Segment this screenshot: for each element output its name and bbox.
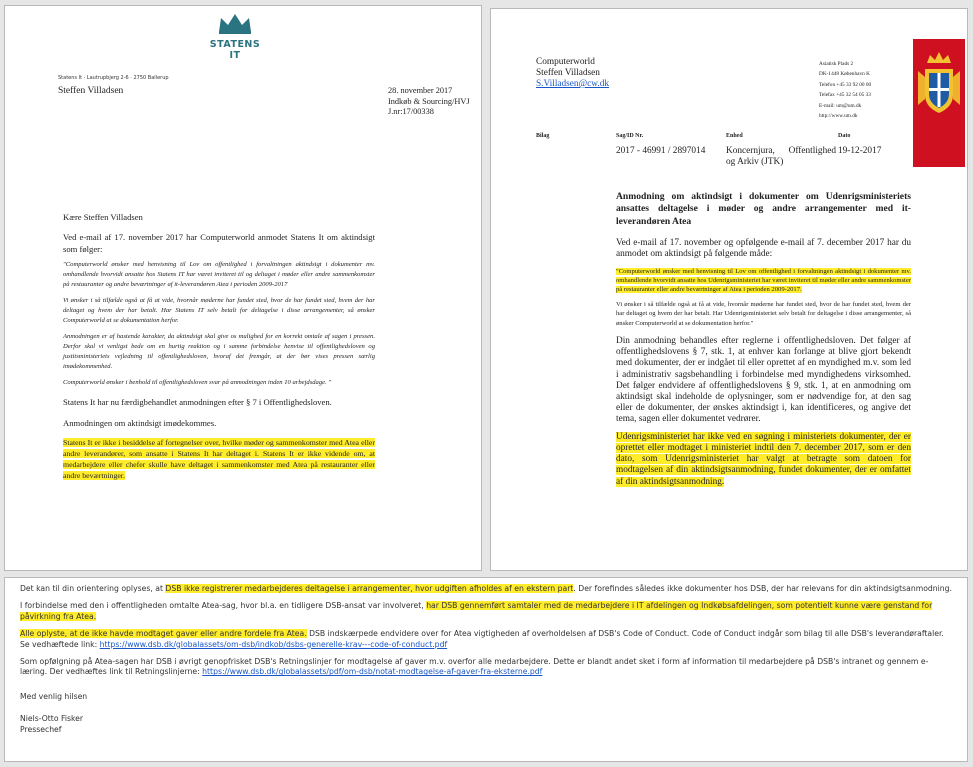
statens-it-logo [205,12,265,61]
intro-paragraph: Ved e-mail af 17. november 2017 har Computerworld anmodet Statens It om aktindsigt som følger: [63,232,375,254]
letter2-body [616,191,911,488]
crown-icon [217,12,253,34]
email-text: Som opfølgning på Atea-sagen har DSB i øvrigt genopfrisket DSB's Retningslinjer for modtagelse af gaver m.v. overfor alle medarbejdere. Dette er blandt andet sket i form af information til medarbejdere på DSB's intranet og gennem e-læring. Der vedhæftes link til Retningslinjerne: [20,657,929,677]
recipient-name: Steffen Villadsen [58,86,124,96]
sender-line: Statens It · Lautrupbjerg 2-6 · 2750 Ballerup [58,75,169,81]
email-paragraph-4 [20,657,955,678]
finding-highlight: Udenrigsministeriet har ikke ved en søgning i ministeriets dokumenter, der er oprettet eller modtaget i ministeriet indtil den 7. december 2017, som er den dato, som Udenrigsministeriet har valgt at betragte som datoen for modtagelsen af din aktindsigtsanmodning, fundet dokumenter, der er omfattet af din aktindsigtsanmodning. [616,431,911,487]
status-paragraph: Statens It har nu færdigbehandlet anmodningen efter § 7 i Offentlighedsloven. [63,397,332,407]
recipient-name: Steffen Villadsen [536,68,600,78]
letter2-intro: Ved e-mail af 17. november og opfølgende e-mail af 7. december 2017 har du anmodet om aktindsigt på følgende måde: [616,238,911,260]
decision-paragraph: Anmodningen om aktindsigt imødekommes. [63,418,217,428]
email-paragraph-1 [20,584,955,594]
ministry-address [819,59,871,121]
address-line: Telefax +45 32 54 05 33 [819,92,871,99]
address-line: Telefon +45 33 92 00 00 [819,81,872,88]
dato-label: Dato [838,133,851,139]
address-line: E-mail: um@um.dk [819,102,862,109]
email-paragraph-3 [20,629,955,650]
quote-paragraph-4: Computerworld ønsker i benhold til offentlighedsloven svar på anmodningen inden 10 arbejdsdage. " [63,379,332,386]
email-body [20,584,955,735]
address-line: DK-1448 København K [819,71,870,78]
quote-paragraph-1: "Computerworld ønsker med henvisning til Lov om offentlighed i forvaltningen aktindsigt i dokumenter mv. omhandlende hvorvidt ansatte hos Statens IT har været inviteret til og deltaget i møder eller andre sammenkomster på restauranter og andre beværtninger af it-leverandøren Atea i perioden 2009-2017 [63,261,375,288]
letter2-finding [616,432,911,488]
logo-text: STATENS IT [209,39,261,61]
quote-paragraph-2: Vi ønsker i så tilfælde også at få at vide, hvornår møderne har fundet sted, hvor de har fundet sted, hvem der har deltaget og hvem der har betalt. Har Statens IT selv betalt for deltagelse i disse arrangementer, så ønsker Computerworld at se dokumentation herfor. [63,297,375,324]
signature-title: Pressechef [20,724,62,734]
letter-udenrigsministeriet [490,8,968,571]
letter-ref: J.nr:17/00338 [388,107,434,116]
ministry-flag-emblem [913,39,965,167]
quote-highlight: "Computerworld ønsker med henvisning til Lov om offentlighed i forvaltningen aktindsigt i dokumenter mv. omhandlende hvorvidt ansatte hos Udenrigsministeriet har været inviteret til møder eller andre sammenkomster på restauranter eller andre beværtninger af Atea i perioden 2009-2017. [616,267,911,294]
letter2-title: Anmodning om aktindsigt i dokumenter om Udenrigsministeriets ansattes deltagelse i møder og andre arrangementer med it-leverandøren Atea [616,191,911,227]
dsb-email-reply [4,577,968,762]
letter2-quote-2: Vi ønsker i så tilfælde også at få at vide, hvornår møderne har fundet sted, hvor de har fundet sted, hvem der har deltaget og hvem der har betalt. Har Udenrigsministeriet selv betalt for deltagelse i disse arrangementer, så ønsker Computerworld at se dokumentation herfor." [616,300,911,327]
letter-body [63,211,375,481]
email-text: . Der forefindes således ikke dokumenter hos DSB, der har relevans for din aktindsigtsanmodning. [573,584,952,593]
email-closing: Med venlig hilsen [20,691,88,701]
enhed-label: Enhed [726,133,743,139]
coat-of-arms-icon [913,39,965,167]
bilag-label: Bilag [536,133,550,139]
dato-value: 19-12-2017 [838,146,882,156]
sag-id-value: 2017 - 46991 / 2897014 [616,146,706,156]
highlight-text: Statens It er ikke i besiddelse af fortegnelser over, hvilke møder og sammenkomster med Atea eller andre leverandører, som ansatte i Statens It har deltaget i. Statens It er ikke vidende om, at medarbejdere eller chefer skulle have deltaget i sammenkomster med Atea på restauranter eller andre beværtninger. [63,438,375,480]
recipient-block [536,57,609,90]
address-line: http://www.um.dk [819,113,858,120]
highlighted-finding [63,437,375,481]
code-of-conduct-link[interactable]: https://www.dsb.dk/globalassets/om-dsb/indkob/dsbs-generelle-krav---code-of-conduct.pdf [99,639,448,649]
recipient-org: Computerworld [536,57,595,67]
quote-paragraph-3: Anmodningen er af hastende karakter, da aktindsigt skal give os mulighed for en korrekt omtale af sagen i pressen. Derfor skal vi venligst bede om en hurtig reaktion og i samme forbindelse henvise til offentlighedsloven og justitsministeriets vejledning til offentlighedsloven, hvoraf det fremgår, at der bør vises pressen særlig imødekommenhed. [63,333,375,370]
email-text: DSB indskærpede endvidere over for Atea vigtigheden af overholdelsen af DSB's Code of Conduct. Code of Conduct indgår som bilag til alle DSB's leverandøraftaler. Se vedhæftede link: [20,629,944,649]
letter-statens-it [4,5,482,571]
sag-id-label: Sag/ID Nr. [616,133,644,139]
address-line: Asiatisk Plads 2 [819,61,854,67]
email-text: Det kan til din orientering oplyses, at [20,584,166,593]
letter-date: 28. november 2017 [388,86,453,95]
greeting: Kære Steffen Villadsen [63,212,143,222]
recipient-email-link[interactable]: S.Villadsen@cw.dk [536,79,609,89]
email-highlight-2: har DSB gennemført samtaler med de medarbejdere i IT afdelingen og Indkøbsafdelingen, som potentielt kunne være genstand for påvirkning fra Atea. [20,601,933,621]
gift-guidelines-link[interactable]: https://www.dsb.dk/globalassets/pdf/om-dsb/notat-modtagelse-af-gaver-fra-eksterne.pdf [202,667,543,677]
signature-name: Niels-Otto Fisker [20,714,84,724]
letter-meta [388,86,473,118]
letter2-quote-1 [616,267,911,295]
letter-dept: Indkøb & Sourcing/HVJ [388,96,470,106]
enhed-value: Koncernjura, Offentlighed og Arkiv (JTK) [726,146,836,167]
letter2-legal-paragraph: Din anmodning behandles efter reglerne i offentlighedsloven. Det følger af offentlighedslovens § 7, stk. 1, at enhver kan forlange at blive gjort bekendt med dokumenter, der er indgået til eller oprettet af en myndighed m.v. som led i administrativ sagsbehandling i forbindelse med myndighedens virksomhed. Det følger endvidere af offentlighedslovens § 9, stk. 1, at en anmodning om aktindsigt skal indeholde de oplysninger, som er nødvendige for, at den sag eller de dokumenter, der ønskes aktindsigt i, kan identificeres, og angive det tema, sagen eller dokumentet vedrører. [616,336,911,425]
reference-row [536,133,911,173]
email-paragraph-2 [20,601,955,622]
email-highlight-1: DSB ikke registrerer medarbejderes deltagelse i arrangementer, hvor udgiften afholdes af en ekstern part [165,584,574,593]
email-text: I forbindelse med den i offentligheden omtalte Atea-sag, hvor bl.a. en tidligere DSB-ansat var involveret, [20,601,427,611]
email-highlight-3: Alle oplyste, at de ikke havde modtaget gaver eller andre fordele fra Atea. [20,629,307,639]
